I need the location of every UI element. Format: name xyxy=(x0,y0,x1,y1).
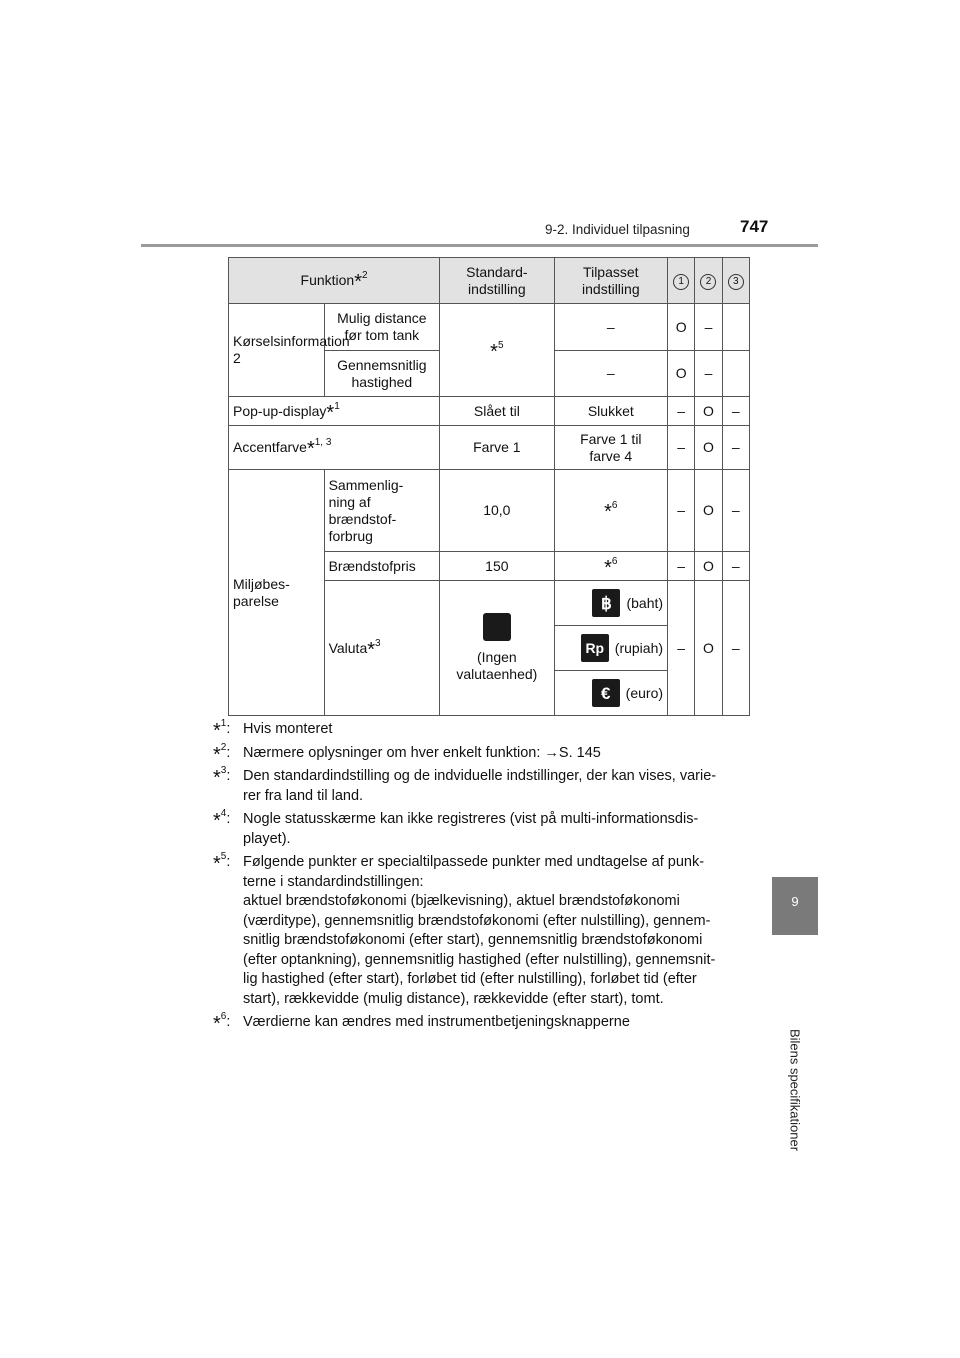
col-3-value: – xyxy=(722,397,749,426)
header-function: Funktion*$^2$ xyxy=(229,258,440,304)
row-label: Accentfarve*$^{1, 3}$ xyxy=(229,426,440,470)
col-3-value xyxy=(722,351,749,397)
chapter-title: Bilens specifikationer xyxy=(787,1028,803,1152)
default-value: Slået til xyxy=(440,397,554,426)
table-row xyxy=(229,426,750,470)
chapter-tab: 9 xyxy=(772,877,818,935)
col-3-value: – xyxy=(722,426,749,470)
custom-value: ฿ (baht) xyxy=(554,581,667,626)
table-row xyxy=(229,397,750,426)
default-value: *$^5$ xyxy=(440,304,554,397)
row-label: Kørselsinformation 2 xyxy=(229,304,325,397)
page-number: 747 xyxy=(740,217,769,236)
row-label: Pop-up-display*$^1$ xyxy=(229,397,440,426)
sub-label: Gennemsnitlig hastighed xyxy=(324,351,440,397)
col-3-value: – xyxy=(722,470,749,552)
euro-icon: € xyxy=(592,679,620,707)
col-1-value: – xyxy=(668,470,695,552)
footnote: *$^3$: Den standardindstilling og de indviduelle indstillinger, der kan vises, varie- rer fra land til land. xyxy=(213,765,717,804)
table-row xyxy=(229,470,750,552)
footnotes xyxy=(213,720,743,1037)
col-1-value: O xyxy=(668,304,695,351)
col-1-value: O xyxy=(668,351,695,397)
footnote: *$^5$: Følgende punkter er specialtilpassede punkter med undtagelse af punk- terne i standardindstillingen: aktuel brændstoføkonomi (bjælkevisning), aktuel brændstoføkonomi (værditype), gennemsnitlig brændstoføkonomi (efter nulstilling), gennem- snitlig brændstoføkonomi (efter start), gennemsnitlig brændstoføkonomi (efter optankning), gennemsnitlig hastighed (efter nulstilling), gennemsnit- lig hastighed (efter start), forløbet tid (efter nulstilling), forløbet tid (efter start), rækkevidde (mulig distance), rækkevidde (efter start), tomt. xyxy=(213,851,716,1007)
col-2-value: O xyxy=(695,426,722,470)
default-value: 10,0 xyxy=(440,470,554,552)
footnote: *$^1$: Hvis monteret xyxy=(213,718,333,742)
col-2-value: O xyxy=(695,552,722,581)
col-3-value xyxy=(722,304,749,351)
col-1-value: – xyxy=(668,581,695,716)
col-2-value: – xyxy=(695,304,722,351)
default-value: 150 xyxy=(440,552,554,581)
sub-label: Sammenlig- ning af brændstof- forbrug xyxy=(324,470,440,552)
header-divider xyxy=(141,244,818,247)
col-2-value: – xyxy=(695,351,722,397)
sub-label: Valuta*$^3$ xyxy=(324,581,440,716)
footnote: *$^6$: Værdierne kan ændres med instrumentbetjeningsknapperne xyxy=(213,1011,630,1035)
col-2-value: O xyxy=(695,470,722,552)
custom-value: *$^6$ xyxy=(554,552,667,581)
col-2-value: O xyxy=(695,581,722,716)
col-3-value: – xyxy=(722,581,749,716)
section-title: 9-2. Individuel tilpasning xyxy=(545,222,690,237)
header-custom: Tilpasset indstilling xyxy=(554,258,667,304)
footnote: *$^4$: Nogle statusskærme kan ikke registreres (vist på multi-informationsdis- playet). xyxy=(213,808,699,847)
baht-icon: ฿ xyxy=(592,589,620,617)
custom-value: – xyxy=(554,304,667,351)
default-value: Farve 1 xyxy=(440,426,554,470)
rupiah-icon: Rp xyxy=(581,634,609,662)
custom-value: Rp (rupiah) xyxy=(554,626,667,671)
col-1-value: – xyxy=(668,426,695,470)
sub-label: Brændstofpris xyxy=(324,552,440,581)
header-col-3: 3 xyxy=(722,258,749,304)
sub-label: Mulig distance før tom tank xyxy=(324,304,440,351)
header-col-2: 2 xyxy=(695,258,722,304)
col-1-value: – xyxy=(668,552,695,581)
default-value: (Ingen valutaenhed) xyxy=(440,581,554,716)
header-col-1: 1 xyxy=(668,258,695,304)
col-2-value: O xyxy=(695,397,722,426)
table-header-row xyxy=(229,258,750,304)
settings-table xyxy=(228,257,750,716)
coins-icon xyxy=(483,613,511,641)
custom-value: – xyxy=(554,351,667,397)
custom-value: € (euro) xyxy=(554,671,667,716)
footnote: *$^2$: Nærmere oplysninger om hver enkelt funktion: →S. 145 xyxy=(213,741,601,766)
table-row xyxy=(229,304,750,351)
col-1-value: – xyxy=(668,397,695,426)
custom-value: Slukket xyxy=(554,397,667,426)
row-label: Miljøbes- parelse xyxy=(229,470,325,716)
custom-value: *$^6$ xyxy=(554,470,667,552)
col-3-value: – xyxy=(722,552,749,581)
custom-value: Farve 1 til farve 4 xyxy=(554,426,667,470)
header-default: Standard- indstilling xyxy=(440,258,554,304)
